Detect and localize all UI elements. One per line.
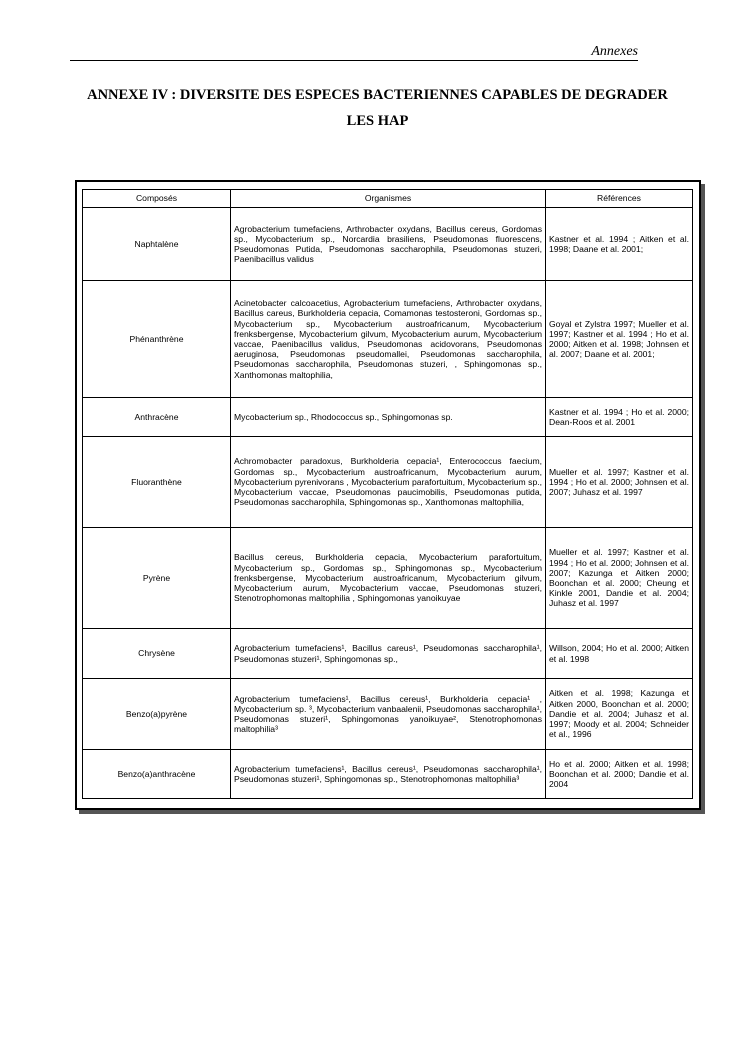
table-row <box>83 398 693 437</box>
compose-cell: Benzo(a)anthracène <box>83 750 231 799</box>
table-row <box>83 437 693 528</box>
hap-bacteria-table <box>82 189 693 799</box>
references-cell: Goyal et Zylstra 1997; Mueller et al. 1997; Kastner et al. 1994 ; Ho et al. 2000; Aitken et al. 1998; Johnsen et al. 2007; Daane et al. 2001; <box>546 281 693 398</box>
compose-cell: Phénanthrène <box>83 281 231 398</box>
title-line-1: ANNEXE IV : DIVERSITE DES ESPECES BACTERIENNES CAPABLES DE DEGRADER <box>87 87 668 103</box>
compose-cell: Anthracène <box>83 398 231 437</box>
organismes-cell: Acinetobacter calcoacetius, Agrobacterium tumefaciens, Arthrobacter oxydans, Bacillus careus, Burkholderia cepacia, Comamonas testosteroni, Gordomas sp., Mycobacterium sp., Mycobacterium austroafricanum, Mycobacterium frenksbergense, Mycobacterium gilvum, Mycobacterium aurum, Mycobacterium vaccae, Paenibacillus validus, Pseudomonas acidovorans, Pseudomonas aeruginosa, Pseudomonas pseudomallei, Pseudomonas saccharophila, Pseudomonas saccharophila, Pseudomonas stuzeri, , Sphingomonas sp., Xanthomonas maltophilia, <box>231 281 546 398</box>
references-cell: Mueller et al. 1997; Kastner et al. 1994 ; Ho et al. 2000; Johnsen et al. 2007; Juhasz et al. 1997 <box>546 437 693 528</box>
header-organismes: Organismes <box>231 190 546 208</box>
organismes-cell: Bacillus cereus, Burkholderia cepacia, Mycobacterium parafortuitum, Mycobacterium sp., Gordomas sp., Sphingomonas sp., Mycobacterium frenksbergense, Mycobacterium austroafricanum, Mycobacterium gilvum, Mycobacterium aurum, Mycobacterium vaccae, Pseudomonas stuzeri, Stenotrophomonas maltophilia , Sphingomonas yanoikuyae <box>231 528 546 629</box>
references-cell: Mueller et al. 1997; Kastner et al. 1994 ; Ho et al. 2000; Johnsen et al. 2007; Kazunga et Aitken 2000; Boonchan et al. 2000; Cheung et Kinkle 2001, Dandie et al. 2004; Juhasz et al. 1997 <box>546 528 693 629</box>
organismes-cell: Mycobacterium sp., Rhodococcus sp., Sphingomonas sp. <box>231 398 546 437</box>
table-row <box>83 208 693 281</box>
organismes-cell: Agrobacterium tumefaciens¹, Bacillus cereus¹, Pseudomonas saccharophila¹, Pseudomonas stuzeri¹, Sphingomonas sp., Stenotrophomonas maltophilia³ <box>231 750 546 799</box>
compose-cell: Pyrène <box>83 528 231 629</box>
table-row <box>83 679 693 750</box>
page-header-label: Annexes <box>591 44 638 59</box>
compose-cell: Chrysène <box>83 629 231 679</box>
header-rule <box>70 60 638 61</box>
compose-cell: Naphtalène <box>83 208 231 281</box>
header-references: Références <box>546 190 693 208</box>
organismes-cell: Agrobacterium tumefaciens¹, Bacillus careus¹, Pseudomonas saccharophila¹, Pseudomonas stuzeri¹, Sphingomonas sp., <box>231 629 546 679</box>
references-cell: Kastner et al. 1994 ; Ho et al. 2000; Dean-Roos et al. 2001 <box>546 398 693 437</box>
table-header-row <box>83 190 693 208</box>
page-title <box>70 82 685 134</box>
references-cell: Willson, 2004; Ho et al. 2000; Aitken et al. 1998 <box>546 629 693 679</box>
header-composes: Composés <box>83 190 231 208</box>
compose-cell: Benzo(a)pyrène <box>83 679 231 750</box>
organismes-cell: Achromobacter paradoxus, Burkholderia cepacia¹, Enterococcus faecium, Gordomas sp., Mycobacterium austroafricanum, Mycobacterium aurum, Mycobacterium pyrenivorans , Mycobacterium parafortuitum, Mycobacterium sp., Mycobacterium vaccae, Pseudomonas paucimobilis, Pseudomonas putida, Pseudomonas saccharophila, Sphingomonas sp., Xanthomonas maltophilia, <box>231 437 546 528</box>
table-frame <box>75 180 701 810</box>
compose-cell: Fluoranthène <box>83 437 231 528</box>
references-cell: Ho et al. 2000; Aitken et al. 1998; Boonchan et al. 2000; Dandie et al. 2004 <box>546 750 693 799</box>
table-row <box>83 528 693 629</box>
references-cell: Kastner et al. 1994 ; Aitken et al. 1998; Daane et al. 2001; <box>546 208 693 281</box>
table-row <box>83 629 693 679</box>
references-cell: Aitken et al. 1998; Kazunga et Aitken 2000, Boonchan et al. 2000; Dandie et al. 2004; Juhasz et al. 1997; Moody et al. 2004; Schneider et al., 1996 <box>546 679 693 750</box>
organismes-cell: Agrobacterium tumefaciens¹, Bacillus cereus¹, Burkholderia cepacia¹ , Mycobacterium sp. ³, Mycobacterium vanbaalenii, Pseudomonas saccharophila¹, Pseudomonas stuzeri¹, Sphingomonas yanoikuyae², Stenotrophomonas maltophilia³ <box>231 679 546 750</box>
title-line-2: LES HAP <box>346 113 409 129</box>
table-row <box>83 750 693 799</box>
table-row <box>83 281 693 398</box>
organismes-cell: Agrobacterium tumefaciens, Arthrobacter oxydans, Bacillus cereus, Gordomas sp., Mycobacterium sp., Norcardia brasiliens, Pseudomonas fluorescens, Pseudomonas Putida, Pseudomonas saccharophila, Pseudomonas stuzeri, Paenibacillus validus <box>231 208 546 281</box>
